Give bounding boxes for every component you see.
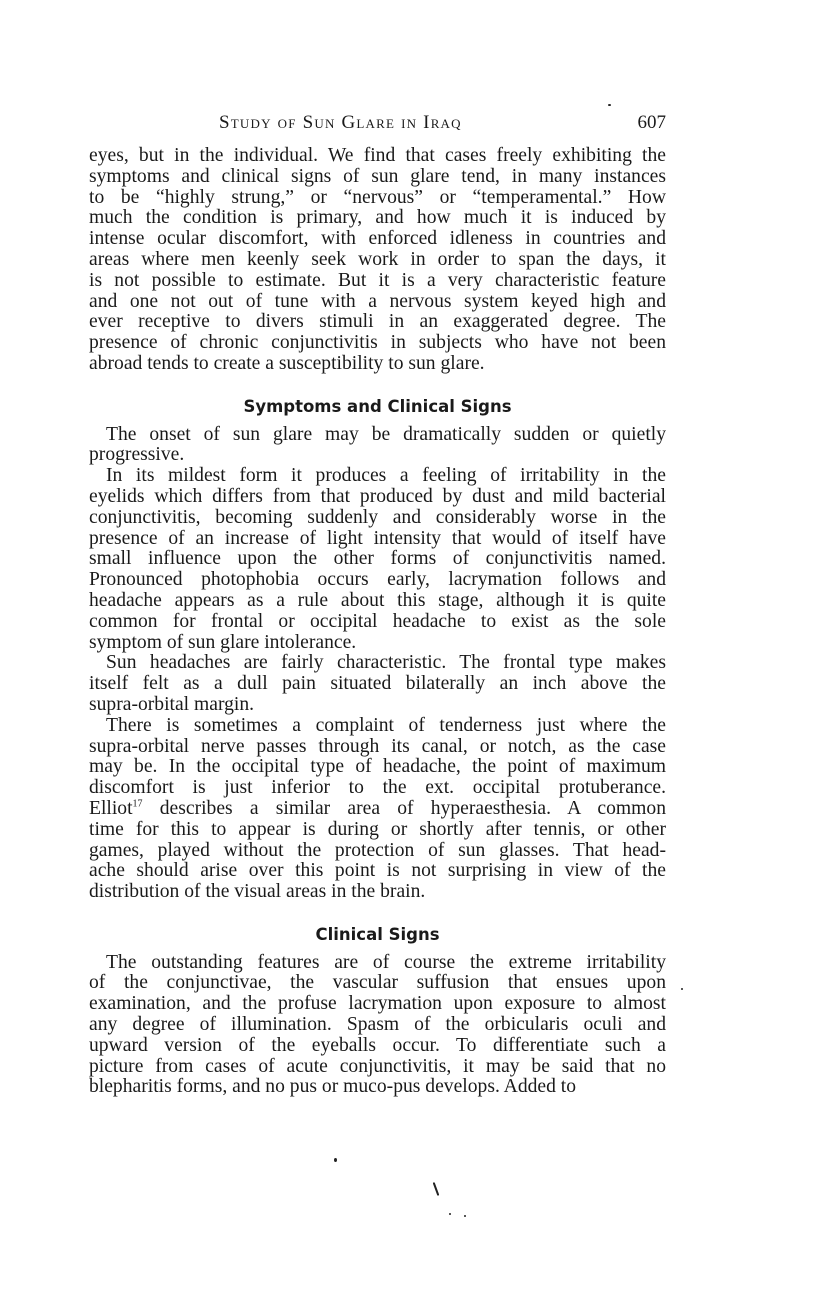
- running-head-title: Study of Sun Glare in Iraq: [219, 112, 462, 133]
- text-line: eyes, but in the individual. We find that cases freely exhibiting the: [89, 145, 666, 166]
- text-line: presence of chronic conjunctivitis in subjects who have not been: [89, 332, 666, 354]
- text-line: areas where men keenly seek work in order to span the days, it: [89, 248, 666, 270]
- text-line: much the condition is primary, and how much it is induced by: [89, 207, 666, 229]
- text-line: Sun headaches are fairly characteristic. The frontal type makes: [106, 652, 666, 674]
- text-line: upward version of the eyeballs occur. To differentiate such a: [89, 1034, 666, 1056]
- text-line: Elliot$^{17}$ describes a similar area of hyperaesthesia. A common: [89, 797, 666, 819]
- scan-speck: [608, 104, 611, 106]
- text-line: games, played without the protection of sun glasses. That head-: [89, 839, 666, 861]
- text-line: Pronounced photophobia occurs early, lacrymation follows and: [89, 569, 666, 591]
- text-column: [89, 146, 666, 1098]
- paragraph: [89, 716, 666, 903]
- text-line: headache appears as a rule about this stage, although it is quite: [89, 589, 666, 611]
- text-line: ache should arise over this point is not surprising in view of the: [89, 860, 666, 882]
- page-number: 607: [637, 112, 666, 133]
- text-line: presence of an increase of light intensity that would of itself have: [89, 527, 666, 549]
- text-line: common for frontal or occipital headache to exist as the sole: [89, 610, 666, 632]
- paragraph: [89, 466, 666, 653]
- paragraph: [89, 425, 666, 467]
- text-line: There is sometimes a complaint of tenderness just where the: [106, 714, 666, 736]
- text-line: The onset of sun glare may be dramatically sudden or quietly: [106, 423, 666, 445]
- running-head: [89, 112, 666, 136]
- text-line: blepharitis forms, and no pus or muco-pus develops. Added to: [89, 1076, 577, 1098]
- scan-speck: [334, 1158, 337, 1162]
- text-line: small influence upon the other forms of conjunctivitis named.: [89, 548, 666, 570]
- text-line: intense ocular discomfort, with enforced idleness in countries and: [89, 228, 666, 250]
- text-line: and one not out of tune with a nervous system keyed high and: [89, 290, 666, 312]
- text-line: symptom of sun glare intolerance.: [89, 631, 357, 653]
- paragraph: [89, 146, 666, 375]
- scan-mark: [433, 1182, 440, 1196]
- text-line: examination, and the profuse lacrymation upon exposure to almost: [89, 993, 666, 1015]
- text-line: itself felt as a dull pain situated bilaterally an inch above the: [89, 673, 666, 695]
- text-line: ever receptive to divers stimuli in an exaggerated degree. The: [89, 311, 666, 333]
- text-line: distribution of the visual areas in the brain.: [89, 881, 426, 903]
- text-line: discomfort is just inferior to the ext. occipital protuberance.: [89, 777, 666, 799]
- section-heading: Symptoms and Clinical Signs: [243, 396, 512, 416]
- text-line: any degree of illumination. Spasm of the orbicularis oculi and: [89, 1014, 666, 1036]
- text-line: is not possible to estimate. But it is a very characteristic feature: [89, 269, 666, 291]
- spacer: [89, 375, 666, 397]
- text-line: conjunctivitis, becoming suddenly and considerably worse in the: [89, 506, 666, 528]
- text-line: eyelids which differs from that produced by dust and mild bacterial: [89, 485, 666, 507]
- text-line: In its mildest form it produces a feeling of irritability in the: [106, 465, 666, 487]
- text-line: symptoms and clinical signs of sun glare tend, in many instances: [89, 165, 666, 187]
- text-line: supra-orbital nerve passes through its canal, or notch, as the case: [89, 735, 666, 757]
- paragraph: [89, 953, 666, 1099]
- scan-speck: [464, 1215, 466, 1217]
- text-line: to be “highly strung,” or “nervous” or “temperamental.” How: [89, 186, 666, 208]
- section-heading: Clinical Signs: [315, 924, 440, 944]
- text-line: of the conjunctivae, the vascular suffusion that ensues upon: [89, 972, 666, 994]
- footnote-ref[interactable]: 17: [132, 798, 143, 810]
- text-line: picture from cases of acute conjunctivitis, it may be said that no: [89, 1055, 666, 1077]
- spacer: [89, 903, 666, 925]
- text-line: The outstanding features are of course the extreme irritability: [106, 951, 666, 973]
- text-line: abroad tends to create a susceptibility to sun glare.: [89, 352, 485, 374]
- scan-speck: [449, 1213, 451, 1215]
- text-line: may be. In the occipital type of headache, the point of maximum: [89, 756, 666, 778]
- text-line: time for this to appear is during or shortly after tennis, or other: [89, 818, 666, 840]
- text-line: supra-orbital margin.: [89, 693, 255, 715]
- paragraph: [89, 653, 666, 715]
- text-line: progressive.: [89, 444, 185, 466]
- scan-speck: [681, 988, 683, 990]
